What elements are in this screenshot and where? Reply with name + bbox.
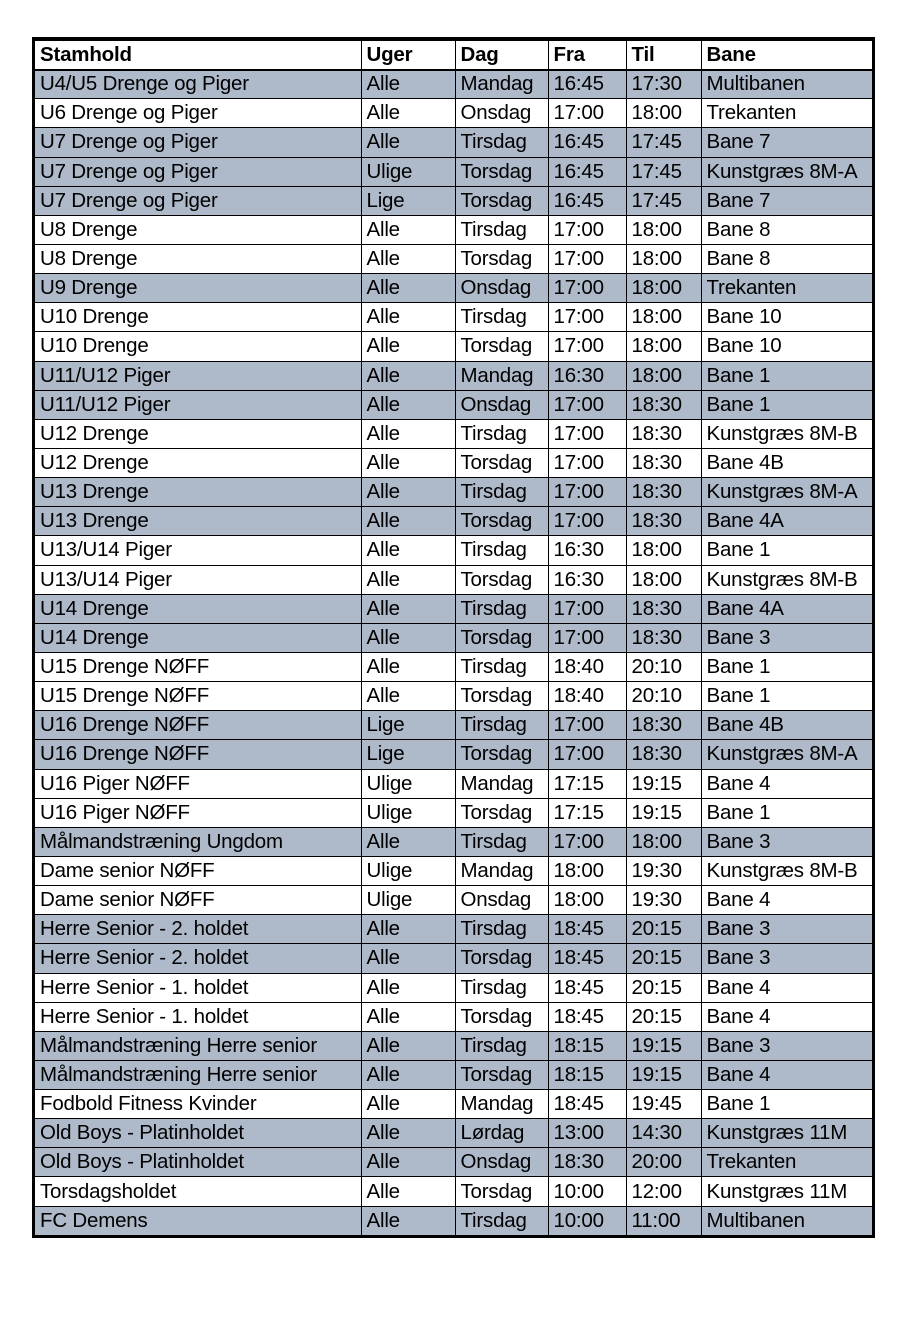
cell-from: 18:45: [548, 915, 626, 944]
cell-weeks: Alle: [361, 70, 455, 99]
cell-from: 18:45: [548, 1090, 626, 1119]
table-row: [35, 274, 872, 303]
cell-team: FC Demens: [35, 1206, 361, 1235]
cell-day: Tirsdag: [455, 652, 548, 681]
cell-weeks: Alle: [361, 973, 455, 1002]
cell-from: 18:30: [548, 1148, 626, 1177]
cell-day: Mandag: [455, 361, 548, 390]
cell-field: Bane 4A: [701, 594, 872, 623]
cell-weeks: Alle: [361, 827, 455, 856]
cell-field: Bane 1: [701, 652, 872, 681]
cell-to: 20:15: [626, 944, 701, 973]
table-row: [35, 1206, 872, 1235]
header-uger: Uger: [361, 41, 455, 70]
cell-team: U10 Drenge: [35, 303, 361, 332]
cell-to: 20:15: [626, 1002, 701, 1031]
cell-team: U15 Drenge NØFF: [35, 682, 361, 711]
table-row: [35, 244, 872, 273]
cell-to: 14:30: [626, 1119, 701, 1148]
cell-to: 11:00: [626, 1206, 701, 1235]
cell-day: Torsdag: [455, 798, 548, 827]
cell-field: Bane 3: [701, 1031, 872, 1060]
cell-to: 18:00: [626, 215, 701, 244]
cell-to: 20:15: [626, 915, 701, 944]
cell-weeks: Alle: [361, 944, 455, 973]
cell-from: 17:00: [548, 507, 626, 536]
cell-day: Tirsdag: [455, 973, 548, 1002]
cell-weeks: Lige: [361, 740, 455, 769]
cell-day: Onsdag: [455, 274, 548, 303]
header-row: [35, 41, 872, 70]
cell-day: Torsdag: [455, 186, 548, 215]
cell-to: 18:30: [626, 478, 701, 507]
cell-from: 10:00: [548, 1177, 626, 1206]
cell-team: U4/U5 Drenge og Piger: [35, 70, 361, 99]
cell-from: 17:00: [548, 419, 626, 448]
table-row: [35, 856, 872, 885]
cell-team: U13/U14 Piger: [35, 565, 361, 594]
table-row: [35, 1177, 872, 1206]
cell-field: Kunstgræs 8M-B: [701, 565, 872, 594]
cell-weeks: Alle: [361, 1031, 455, 1060]
cell-to: 12:00: [626, 1177, 701, 1206]
cell-field: Trekanten: [701, 1148, 872, 1177]
cell-team: Old Boys - Platinholdet: [35, 1119, 361, 1148]
table-row: [35, 973, 872, 1002]
cell-day: Torsdag: [455, 682, 548, 711]
cell-day: Torsdag: [455, 565, 548, 594]
cell-weeks: Alle: [361, 1148, 455, 1177]
cell-to: 18:00: [626, 303, 701, 332]
cell-team: U12 Drenge: [35, 448, 361, 477]
cell-weeks: Ulige: [361, 856, 455, 885]
cell-from: 18:45: [548, 1002, 626, 1031]
header-dag: Dag: [455, 41, 548, 70]
cell-to: 19:30: [626, 856, 701, 885]
table-row: [35, 215, 872, 244]
cell-team: U16 Drenge NØFF: [35, 711, 361, 740]
cell-from: 16:30: [548, 361, 626, 390]
cell-day: Torsdag: [455, 1060, 548, 1089]
cell-to: 18:30: [626, 448, 701, 477]
cell-weeks: Alle: [361, 303, 455, 332]
cell-field: Bane 8: [701, 215, 872, 244]
cell-field: Bane 4B: [701, 448, 872, 477]
cell-weeks: Alle: [361, 1119, 455, 1148]
cell-day: Mandag: [455, 1090, 548, 1119]
cell-team: U13/U14 Piger: [35, 536, 361, 565]
cell-weeks: Ulige: [361, 798, 455, 827]
cell-weeks: Alle: [361, 915, 455, 944]
cell-field: Trekanten: [701, 274, 872, 303]
cell-field: Multibanen: [701, 1206, 872, 1235]
cell-from: 17:00: [548, 274, 626, 303]
cell-field: Bane 4B: [701, 711, 872, 740]
training-schedule-table: [35, 40, 872, 1235]
cell-field: Bane 1: [701, 798, 872, 827]
cell-day: Tirsdag: [455, 215, 548, 244]
cell-weeks: Alle: [361, 99, 455, 128]
cell-field: Bane 1: [701, 1090, 872, 1119]
cell-to: 19:15: [626, 1031, 701, 1060]
cell-team: U14 Drenge: [35, 623, 361, 652]
cell-field: Bane 4: [701, 886, 872, 915]
cell-from: 18:00: [548, 856, 626, 885]
table-row: [35, 1031, 872, 1060]
cell-day: Onsdag: [455, 390, 548, 419]
cell-to: 17:45: [626, 186, 701, 215]
cell-to: 18:00: [626, 827, 701, 856]
cell-from: 18:15: [548, 1060, 626, 1089]
cell-from: 16:30: [548, 565, 626, 594]
cell-to: 20:10: [626, 652, 701, 681]
cell-team: U7 Drenge og Piger: [35, 157, 361, 186]
cell-weeks: Alle: [361, 244, 455, 273]
cell-weeks: Alle: [361, 390, 455, 419]
table-row: [35, 186, 872, 215]
cell-day: Onsdag: [455, 886, 548, 915]
cell-day: Tirsdag: [455, 827, 548, 856]
cell-to: 20:15: [626, 973, 701, 1002]
table-row: [35, 1090, 872, 1119]
cell-field: Bane 1: [701, 361, 872, 390]
cell-field: Kunstgræs 11M: [701, 1177, 872, 1206]
cell-weeks: Ulige: [361, 157, 455, 186]
cell-from: 10:00: [548, 1206, 626, 1235]
table-row: [35, 711, 872, 740]
cell-weeks: Alle: [361, 536, 455, 565]
cell-day: Torsdag: [455, 623, 548, 652]
cell-field: Bane 8: [701, 244, 872, 273]
cell-to: 18:00: [626, 274, 701, 303]
table-row: [35, 652, 872, 681]
table-row: [35, 361, 872, 390]
cell-from: 17:00: [548, 827, 626, 856]
table-row: [35, 390, 872, 419]
cell-to: 18:00: [626, 99, 701, 128]
header-stamhold: Stamhold: [35, 41, 361, 70]
cell-to: 19:15: [626, 769, 701, 798]
cell-weeks: Alle: [361, 332, 455, 361]
cell-to: 18:30: [626, 419, 701, 448]
cell-field: Bane 7: [701, 186, 872, 215]
cell-from: 16:45: [548, 157, 626, 186]
cell-weeks: Alle: [361, 1090, 455, 1119]
cell-weeks: Alle: [361, 682, 455, 711]
table-row: [35, 478, 872, 507]
cell-day: Torsdag: [455, 332, 548, 361]
cell-team: U12 Drenge: [35, 419, 361, 448]
cell-to: 18:30: [626, 507, 701, 536]
cell-field: Bane 4: [701, 1060, 872, 1089]
cell-team: U14 Drenge: [35, 594, 361, 623]
table-row: [35, 303, 872, 332]
cell-team: U7 Drenge og Piger: [35, 186, 361, 215]
table-row: [35, 944, 872, 973]
cell-to: 18:00: [626, 361, 701, 390]
header-fra: Fra: [548, 41, 626, 70]
cell-field: Kunstgræs 8M-A: [701, 157, 872, 186]
cell-field: Trekanten: [701, 99, 872, 128]
cell-to: 18:00: [626, 244, 701, 273]
cell-day: Torsdag: [455, 157, 548, 186]
cell-from: 17:00: [548, 99, 626, 128]
cell-field: Bane 1: [701, 536, 872, 565]
cell-from: 16:30: [548, 536, 626, 565]
cell-field: Kunstgræs 8M-A: [701, 478, 872, 507]
cell-team: Dame senior NØFF: [35, 886, 361, 915]
table-row: [35, 70, 872, 99]
cell-weeks: Alle: [361, 1002, 455, 1031]
cell-day: Mandag: [455, 856, 548, 885]
cell-field: Kunstgræs 8M-B: [701, 419, 872, 448]
table-row: [35, 1119, 872, 1148]
cell-from: 17:15: [548, 769, 626, 798]
cell-team: U9 Drenge: [35, 274, 361, 303]
cell-field: Bane 3: [701, 623, 872, 652]
cell-team: Målmandstræning Herre senior: [35, 1060, 361, 1089]
cell-field: Bane 4: [701, 1002, 872, 1031]
table-row: [35, 419, 872, 448]
cell-weeks: Alle: [361, 652, 455, 681]
cell-from: 13:00: [548, 1119, 626, 1148]
cell-day: Torsdag: [455, 944, 548, 973]
schedule-table-frame: [32, 37, 875, 1238]
cell-day: Tirsdag: [455, 711, 548, 740]
cell-team: U8 Drenge: [35, 244, 361, 273]
cell-from: 17:00: [548, 594, 626, 623]
cell-from: 17:00: [548, 448, 626, 477]
cell-day: Tirsdag: [455, 536, 548, 565]
table-row: [35, 448, 872, 477]
cell-from: 17:00: [548, 215, 626, 244]
table-row: [35, 740, 872, 769]
table-row: [35, 769, 872, 798]
cell-to: 19:30: [626, 886, 701, 915]
cell-from: 17:00: [548, 478, 626, 507]
cell-field: Bane 3: [701, 915, 872, 944]
cell-to: 18:30: [626, 740, 701, 769]
cell-from: 18:40: [548, 652, 626, 681]
cell-weeks: Lige: [361, 186, 455, 215]
table-row: [35, 99, 872, 128]
table-row: [35, 886, 872, 915]
cell-from: 18:45: [548, 973, 626, 1002]
cell-team: Målmandstræning Herre senior: [35, 1031, 361, 1060]
cell-to: 19:45: [626, 1090, 701, 1119]
cell-day: Tirsdag: [455, 478, 548, 507]
cell-weeks: Alle: [361, 623, 455, 652]
cell-team: U7 Drenge og Piger: [35, 128, 361, 157]
cell-day: Torsdag: [455, 1177, 548, 1206]
cell-weeks: Alle: [361, 419, 455, 448]
cell-weeks: Alle: [361, 128, 455, 157]
table-row: [35, 682, 872, 711]
cell-to: 18:00: [626, 565, 701, 594]
cell-team: U8 Drenge: [35, 215, 361, 244]
cell-weeks: Alle: [361, 448, 455, 477]
cell-day: Onsdag: [455, 1148, 548, 1177]
cell-field: Bane 10: [701, 303, 872, 332]
cell-from: 17:00: [548, 623, 626, 652]
cell-team: Herre Senior - 1. holdet: [35, 1002, 361, 1031]
cell-to: 19:15: [626, 1060, 701, 1089]
cell-weeks: Alle: [361, 274, 455, 303]
table-row: [35, 798, 872, 827]
cell-from: 17:15: [548, 798, 626, 827]
cell-team: Old Boys - Platinholdet: [35, 1148, 361, 1177]
cell-from: 16:45: [548, 70, 626, 99]
cell-weeks: Alle: [361, 361, 455, 390]
table-row: [35, 128, 872, 157]
cell-to: 18:30: [626, 623, 701, 652]
cell-day: Lørdag: [455, 1119, 548, 1148]
cell-from: 17:00: [548, 390, 626, 419]
cell-weeks: Alle: [361, 594, 455, 623]
cell-field: Bane 3: [701, 944, 872, 973]
cell-weeks: Ulige: [361, 769, 455, 798]
cell-team: U6 Drenge og Piger: [35, 99, 361, 128]
table-row: [35, 1002, 872, 1031]
cell-team: U11/U12 Piger: [35, 390, 361, 419]
cell-field: Multibanen: [701, 70, 872, 99]
cell-from: 17:00: [548, 740, 626, 769]
cell-day: Mandag: [455, 769, 548, 798]
cell-to: 18:30: [626, 711, 701, 740]
cell-field: Bane 1: [701, 390, 872, 419]
cell-field: Bane 1: [701, 682, 872, 711]
cell-weeks: Alle: [361, 507, 455, 536]
table-row: [35, 536, 872, 565]
cell-day: Onsdag: [455, 99, 548, 128]
cell-from: 17:00: [548, 711, 626, 740]
cell-weeks: Alle: [361, 478, 455, 507]
cell-weeks: Alle: [361, 565, 455, 594]
table-row: [35, 915, 872, 944]
cell-team: U16 Piger NØFF: [35, 769, 361, 798]
cell-to: 20:10: [626, 682, 701, 711]
cell-from: 17:00: [548, 332, 626, 361]
cell-team: U16 Drenge NØFF: [35, 740, 361, 769]
cell-day: Tirsdag: [455, 128, 548, 157]
cell-weeks: Ulige: [361, 886, 455, 915]
cell-day: Torsdag: [455, 448, 548, 477]
cell-from: 16:45: [548, 186, 626, 215]
cell-weeks: Alle: [361, 1206, 455, 1235]
cell-team: Fodbold Fitness Kvinder: [35, 1090, 361, 1119]
cell-team: Målmandstræning Ungdom: [35, 827, 361, 856]
cell-field: Bane 10: [701, 332, 872, 361]
cell-from: 18:45: [548, 944, 626, 973]
cell-weeks: Lige: [361, 711, 455, 740]
cell-field: Bane 4: [701, 769, 872, 798]
table-row: [35, 1060, 872, 1089]
cell-field: Bane 3: [701, 827, 872, 856]
cell-weeks: Alle: [361, 215, 455, 244]
cell-field: Kunstgræs 8M-A: [701, 740, 872, 769]
cell-to: 18:30: [626, 390, 701, 419]
cell-field: Kunstgræs 11M: [701, 1119, 872, 1148]
cell-day: Tirsdag: [455, 303, 548, 332]
cell-from: 18:15: [548, 1031, 626, 1060]
cell-weeks: Alle: [361, 1177, 455, 1206]
table-row: [35, 827, 872, 856]
cell-team: Torsdagsholdet: [35, 1177, 361, 1206]
cell-day: Tirsdag: [455, 419, 548, 448]
cell-team: U13 Drenge: [35, 507, 361, 536]
header-bane: Bane: [701, 41, 872, 70]
cell-day: Tirsdag: [455, 594, 548, 623]
table-row: [35, 1148, 872, 1177]
cell-to: 18:30: [626, 594, 701, 623]
table-row: [35, 623, 872, 652]
header-til: Til: [626, 41, 701, 70]
cell-day: Tirsdag: [455, 915, 548, 944]
cell-to: 20:00: [626, 1148, 701, 1177]
schedule-body: [35, 70, 872, 1236]
cell-team: Herre Senior - 2. holdet: [35, 944, 361, 973]
cell-from: 16:45: [548, 128, 626, 157]
cell-weeks: Alle: [361, 1060, 455, 1089]
cell-from: 17:00: [548, 303, 626, 332]
cell-day: Torsdag: [455, 507, 548, 536]
cell-team: U15 Drenge NØFF: [35, 652, 361, 681]
cell-from: 18:40: [548, 682, 626, 711]
table-row: [35, 565, 872, 594]
table-row: [35, 332, 872, 361]
cell-team: U16 Piger NØFF: [35, 798, 361, 827]
cell-from: 17:00: [548, 244, 626, 273]
cell-day: Mandag: [455, 70, 548, 99]
cell-day: Tirsdag: [455, 1206, 548, 1235]
cell-to: 17:45: [626, 157, 701, 186]
cell-day: Torsdag: [455, 1002, 548, 1031]
cell-team: Dame senior NØFF: [35, 856, 361, 885]
cell-field: Bane 4: [701, 973, 872, 1002]
table-row: [35, 157, 872, 186]
cell-team: U10 Drenge: [35, 332, 361, 361]
cell-field: Bane 7: [701, 128, 872, 157]
table-row: [35, 507, 872, 536]
cell-from: 18:00: [548, 886, 626, 915]
cell-day: Tirsdag: [455, 1031, 548, 1060]
cell-day: Torsdag: [455, 740, 548, 769]
cell-to: 17:30: [626, 70, 701, 99]
cell-team: U11/U12 Piger: [35, 361, 361, 390]
cell-field: Bane 4A: [701, 507, 872, 536]
cell-day: Torsdag: [455, 244, 548, 273]
cell-to: 17:45: [626, 128, 701, 157]
cell-to: 18:00: [626, 536, 701, 565]
cell-to: 18:00: [626, 332, 701, 361]
cell-team: Herre Senior - 1. holdet: [35, 973, 361, 1002]
cell-to: 19:15: [626, 798, 701, 827]
table-row: [35, 594, 872, 623]
cell-field: Kunstgræs 8M-B: [701, 856, 872, 885]
cell-team: Herre Senior - 2. holdet: [35, 915, 361, 944]
cell-team: U13 Drenge: [35, 478, 361, 507]
